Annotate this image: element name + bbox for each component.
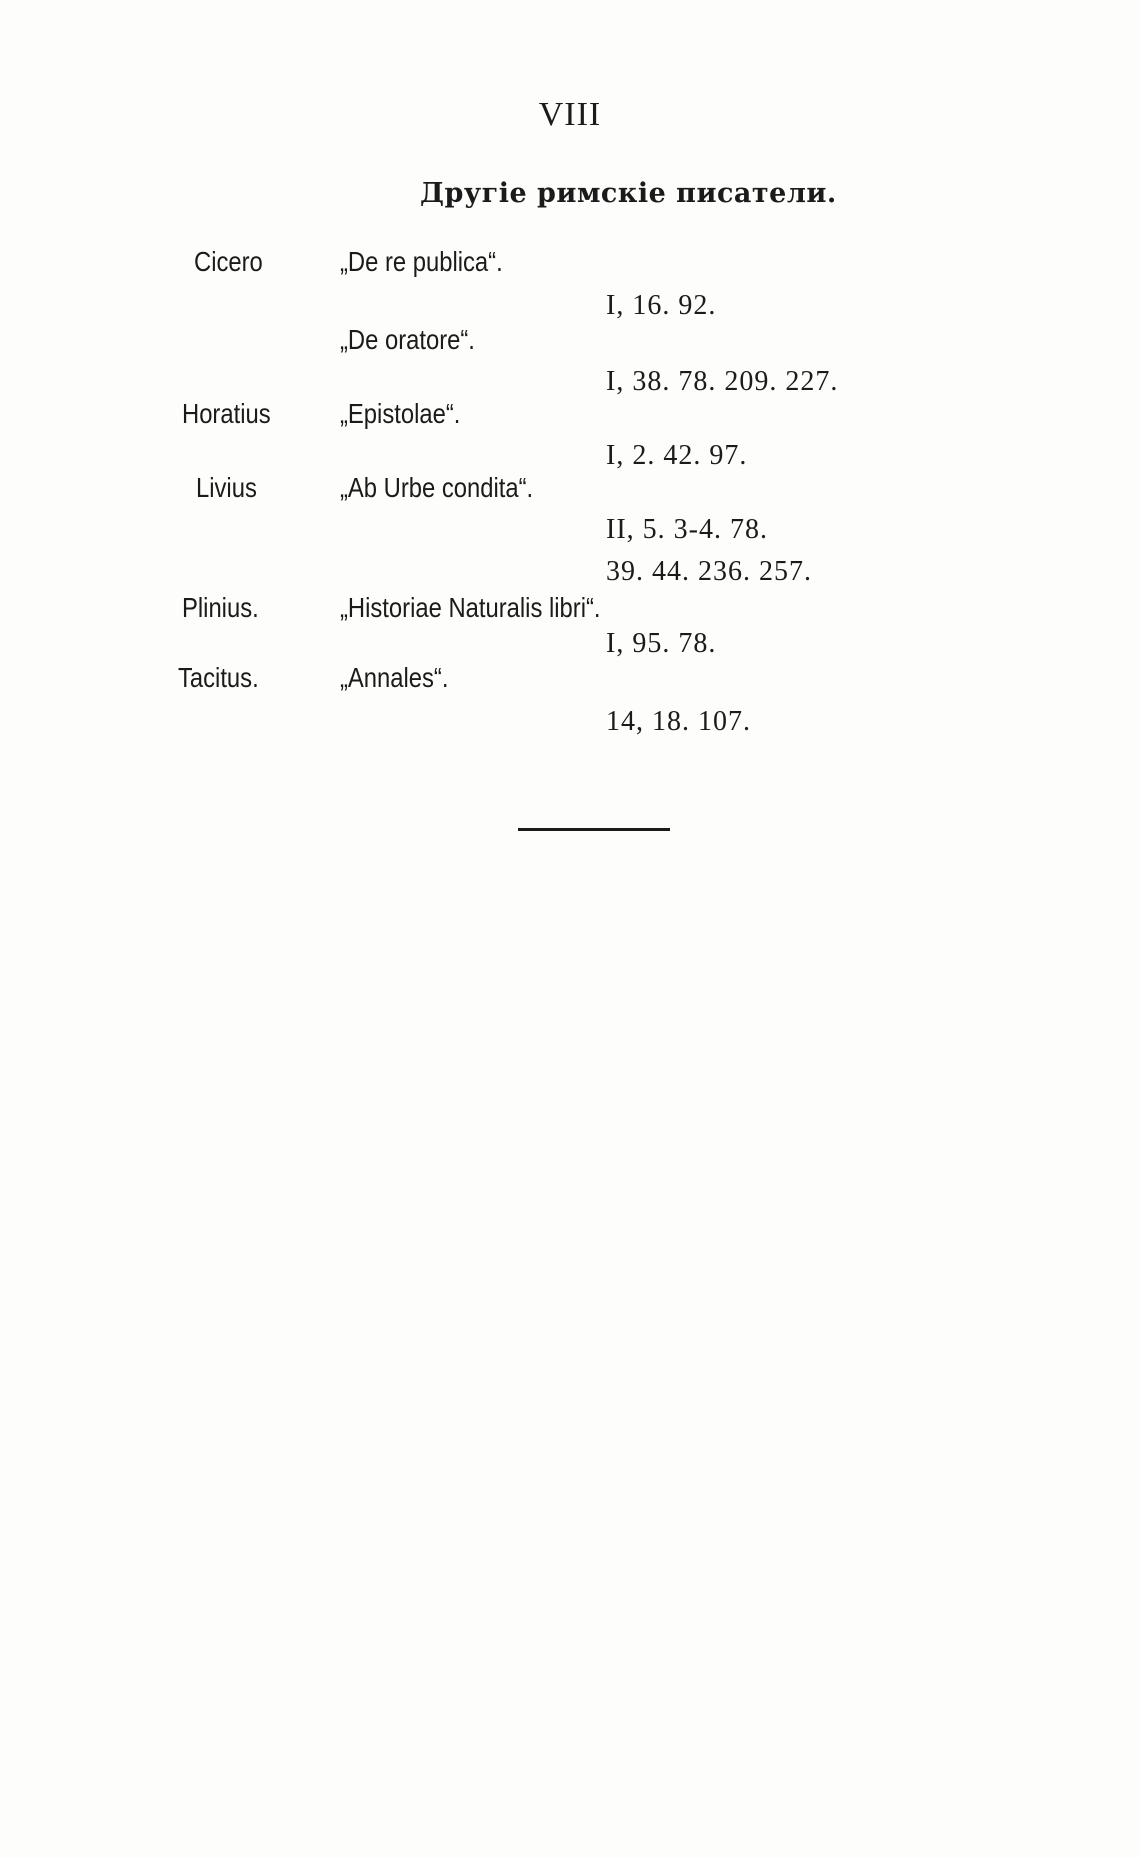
reference-de-oratore: I, 38. 78. 209. 227. (606, 366, 839, 397)
horizontal-rule (518, 828, 670, 831)
reference-epistolae: I, 2. 42. 97. (606, 440, 748, 471)
work-de-oratore: „De oratore“. (340, 324, 475, 355)
reference-de-re-publica: I, 16. 92. (606, 290, 717, 321)
reference-annales: 14, 18. 107. (606, 706, 751, 737)
reference-ab-urbe-condita-2: 39. 44. 236. 257. (606, 556, 812, 587)
work-ab-urbe-condita: „Ab Urbe condita“. (340, 472, 534, 503)
author-horatius: Horatius (182, 398, 271, 429)
page-number: VIII (538, 96, 602, 133)
work-de-re-publica: „De re publica“. (340, 246, 503, 277)
work-annales: „Annales“. (340, 662, 449, 693)
author-tacitus: Tacitus. (178, 662, 259, 693)
work-historiae-naturalis: „Historiae Naturalis libri“. (340, 592, 601, 623)
section-heading: Другіе римскіе писатели. (420, 178, 837, 209)
work-epistolae: „Epistolae“. (340, 398, 461, 429)
author-livius: Livius (196, 472, 257, 503)
reference-historiae-naturalis: I, 95. 78. (606, 628, 717, 659)
author-plinius: Plinius. (182, 592, 259, 623)
reference-ab-urbe-condita-1: II, 5. 3-4. 78. (606, 514, 768, 545)
author-cicero: Cicero (194, 246, 263, 277)
